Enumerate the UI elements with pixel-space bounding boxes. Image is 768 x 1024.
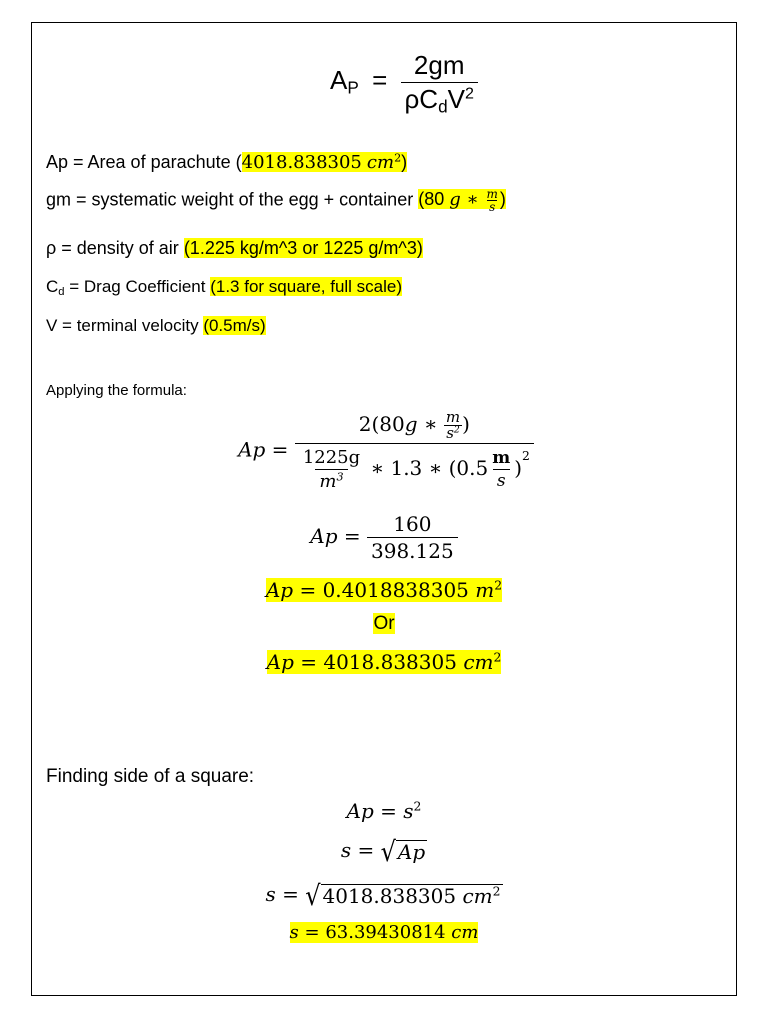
square-heading: Finding side of a square: (46, 766, 255, 787)
equation-substitution: Ap = 2(80g ∗ $\frac{m}{s^2}$ ) $\frac{1225g}{m^3}$ ∗ 1.3 ∗ (0.5 $\frac{m}{s}$ )$^2$ (2, 410, 768, 492)
def-weight: gm = systematic weight of the egg + container (80 g ∗ $\frac{m}{s}$ ) (46, 187, 506, 214)
def-terminal-velocity: V = terminal velocity (0.5m/s) (46, 316, 266, 335)
sqrt-symbol: √ 4018.838305 $cm^2$ (305, 879, 501, 912)
substitution-fraction: 2(80g ∗ $\frac{m}{s^2}$ ) $\frac{1225g}{m^3}$ ∗ 1.3 ∗ (0.5 $\frac{m}{s}$ )$^2$ (295, 410, 534, 492)
square-eq-root: s = √ Ap (340, 835, 426, 868)
equation-simplified: Ap = $\frac{160}{398.125}$ (0, 512, 768, 563)
applying-heading: Applying the formula: (46, 382, 187, 399)
result-square-meters: Ap = 0.4018838305 $m^2$ (265, 577, 503, 602)
or-text: Or (373, 613, 395, 634)
m-over-s-fraction: $\frac{m}{s}$ (486, 187, 498, 214)
def-density: ρ = density of air (1.225 kg/m^3 or 1225 g/m^3) (46, 238, 423, 258)
square-eq-area: $Ap = s^2$ (346, 798, 422, 823)
result-square-centimeters: Ap = 4018.838305 $cm^2$ (266, 649, 502, 674)
square-side-result: s = 63.39430814 cm (289, 922, 479, 943)
square-eq-substituted: s = √ 4018.838305 $cm^2$ (265, 879, 501, 912)
parachute-area-formula: $A_P$ = $\frac{2gm}{\rho C_dV^2}$ (20, 50, 768, 115)
sqrt-symbol: √ Ap (380, 835, 426, 868)
def-area-of-parachute: Ap = Area of parachute (4018.838305 $cm^2$) (46, 151, 408, 173)
formula-lhs: $A_P$ (330, 65, 359, 98)
formula-fraction: $\frac{2gm}{\rho C_dV^2}$ (401, 50, 478, 115)
def-drag-coefficient: $C_d$ = Drag Coefficient (1.3 for square, full scale) (46, 277, 403, 298)
